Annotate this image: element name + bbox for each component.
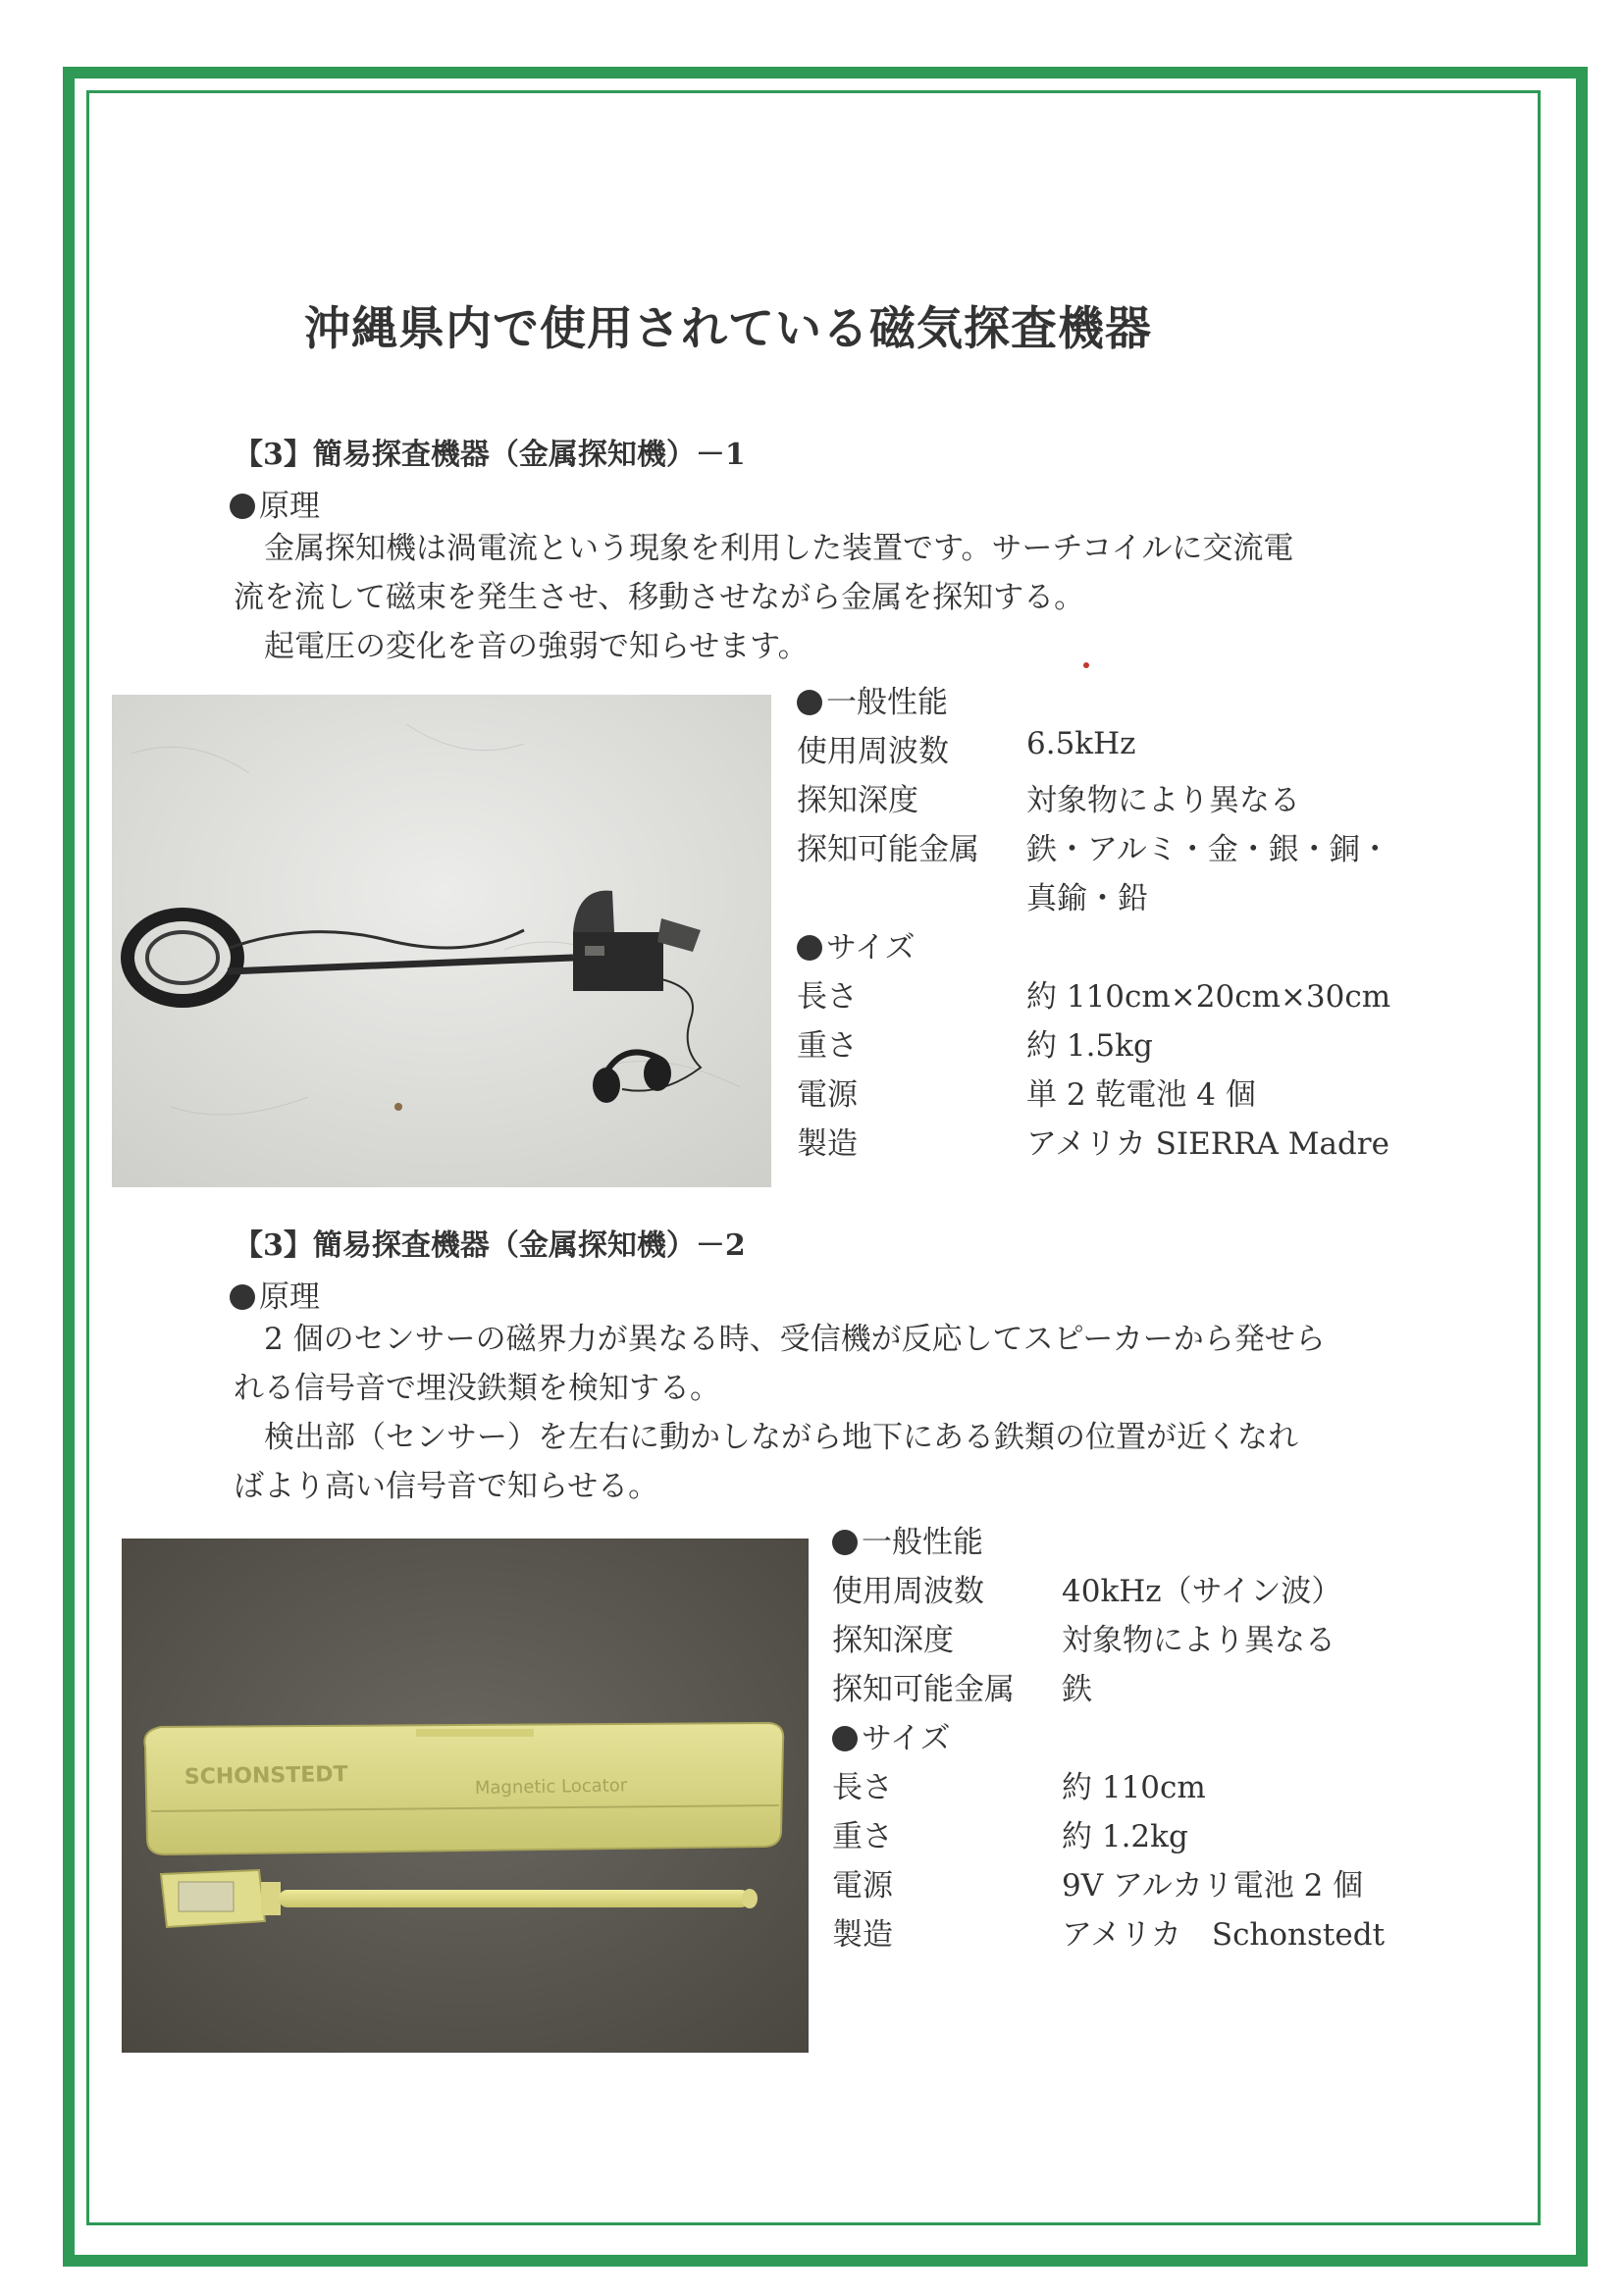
bullet-icon <box>797 935 822 961</box>
spec-value: 約 110cm×20cm×30cm <box>1026 979 1391 1015</box>
spec-value: 対象物により異なる <box>1026 783 1300 818</box>
spec-value: 鉄 <box>1062 1672 1092 1707</box>
section-1-performance-label: 一般性能 <box>797 677 948 721</box>
bullet-icon <box>832 1726 858 1751</box>
metal-detector-photo <box>112 695 771 1187</box>
section-2-size-label: サイズ <box>832 1713 951 1757</box>
section-1-principle-label: 原理 <box>230 481 320 525</box>
red-mark <box>1083 662 1089 668</box>
spec-value: アメリカ SIERRA Madre <box>1026 1126 1389 1162</box>
spec-key: 長さ <box>832 1770 893 1805</box>
spec-value: 約 1.5kg <box>1026 1028 1153 1064</box>
spec-key: 探知可能金属 <box>832 1672 1015 1707</box>
spec-value: 真鍮・鉛 <box>1026 881 1148 916</box>
section-2-heading: 【3】簡易探査機器（金属探知機）－2 <box>234 1228 746 1263</box>
bullet-icon <box>832 1530 858 1555</box>
spec-value: 約 1.2kg <box>1062 1819 1188 1854</box>
spec-value: 9V アルカリ電池 2 個 <box>1062 1868 1364 1904</box>
principle-line: 2 個のセンサーの磁界力が異なる時、受信機が反応してスピーカーから発せら <box>234 1322 1326 1357</box>
spec-key: 製造 <box>797 1126 858 1162</box>
bullet-icon <box>230 1284 255 1310</box>
bullet-icon <box>797 690 822 715</box>
spec-key: 長さ <box>797 979 858 1015</box>
principle-line: れる信号音で埋没鉄類を検知する。 <box>234 1371 720 1406</box>
principle-line: 金属探知機は渦電流という現象を利用した装置です。サーチコイルに交流電 <box>234 531 1294 566</box>
spec-key: 重さ <box>832 1819 893 1854</box>
case-brand-text: SCHONSTEDT <box>183 1762 348 1790</box>
bullet-icon <box>230 494 255 519</box>
spec-value: 対象物により異なる <box>1062 1623 1335 1658</box>
spec-key: 重さ <box>797 1028 858 1064</box>
spec-value: 約 110cm <box>1062 1770 1206 1805</box>
spec-key: 電源 <box>797 1077 858 1113</box>
spec-value: アメリカ Schonstedt <box>1062 1917 1386 1953</box>
section-2-principle-label: 原理 <box>230 1272 320 1316</box>
spec-value: 鉄・アルミ・金・銀・銅・ <box>1026 832 1390 867</box>
spec-value: 40kHz（サイン波） <box>1062 1574 1342 1609</box>
spec-key: 電源 <box>832 1868 893 1904</box>
magnetic-locator-photo <box>122 1539 809 2053</box>
principle-line: 起電圧の変化を音の強弱で知らせます。 <box>234 629 809 664</box>
section-1-size-label: サイズ <box>797 922 916 966</box>
section-1-heading: 【3】簡易探査機器（金属探知機）－1 <box>234 438 746 472</box>
section-2-performance-label: 一般性能 <box>832 1517 983 1561</box>
principle-line: 検出部（センサー）を左右に動かしながら地下にある鉄類の位置が近くなれ <box>234 1420 1298 1455</box>
spec-key: 探知深度 <box>797 783 918 818</box>
principle-line: 流を流して磁束を発生させ、移動させながら金属を探知する。 <box>234 580 1085 615</box>
case-model-text: Magnetic Locator <box>474 1775 628 1799</box>
spec-key: 探知可能金属 <box>797 832 979 867</box>
section-2-principle-text <box>234 1315 1411 1511</box>
spec-key: 製造 <box>832 1917 893 1953</box>
spec-key: 使用周波数 <box>797 734 949 769</box>
spec-value: 6.5kHz <box>1026 726 1136 761</box>
spec-key: 使用周波数 <box>832 1574 984 1609</box>
spec-key: 探知深度 <box>832 1623 954 1658</box>
page-title: 沖縄県内で使用されている磁気探査機器 <box>304 302 1152 356</box>
section-1-principle-text <box>234 524 1411 671</box>
principle-line: ばより高い信号音で知らせる。 <box>234 1469 659 1504</box>
spec-value: 単 2 乾電池 4 個 <box>1026 1077 1256 1113</box>
